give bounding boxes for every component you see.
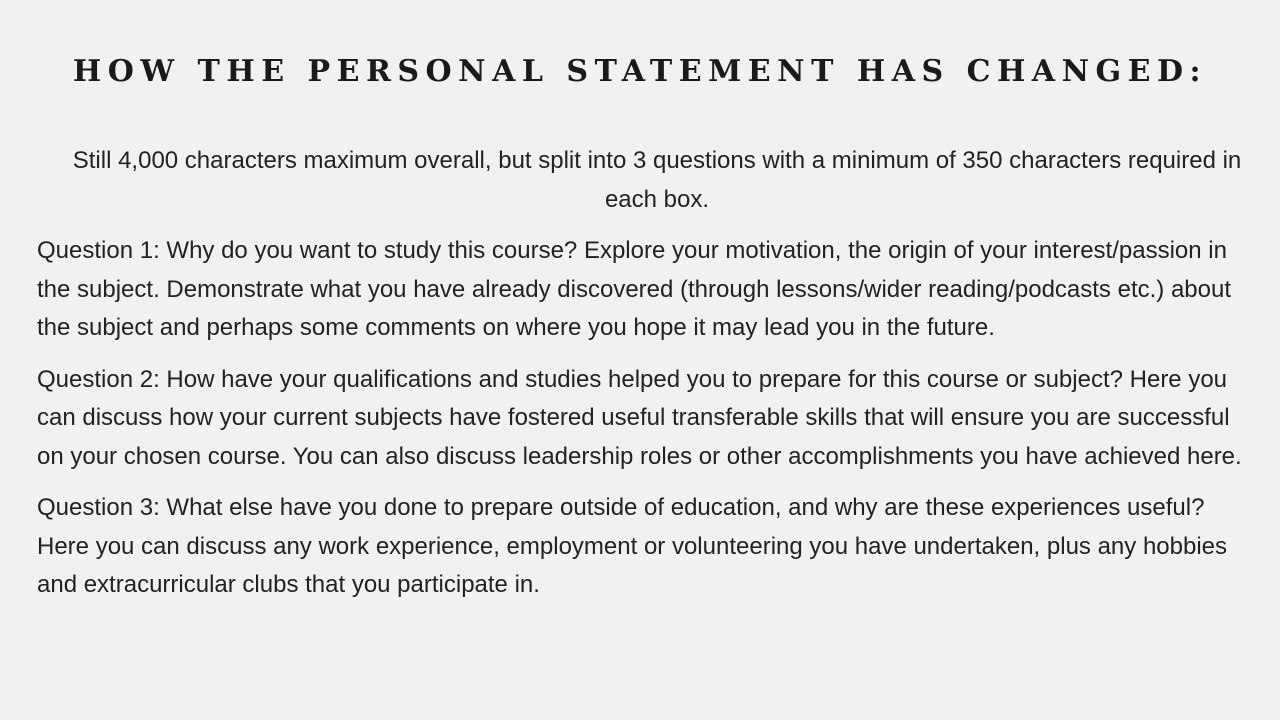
question-1-paragraph: Question 1: Why do you want to study this course? Explore your motivation, the origin of your interest/passion in the subject. Demonstrate what you have already discovered (through lessons/wider reading/podcasts etc.) about the subject and perhaps some comments on where you hope it may lead you in the future. [37, 237, 1231, 341]
intro-paragraph: Still 4,000 characters maximum overall, but split into 3 questions with a minimum of 350 characters required in each box. [72, 147, 1242, 213]
question-2-paragraph: Question 2: How have your qualifications and studies helped you to prepare for this course or subject? Here you can discuss how your current subjects have fostered useful transferable skills that will ensure you are successful on your chosen course. You can also discuss leadership roles or other accomplishments you have achieved here. [37, 365, 1242, 470]
question-3-paragraph: Question 3: What else have you done to prepare outside of education, and why are these experiences useful? Here you can discuss any work experience, employment or volunteering you have undertaken, plus any hobbies and extracurricular clubs that you participate in. [37, 494, 1228, 598]
slide-title: HOW THE PERSONAL STATEMENT HAS CHANGED: [72, 54, 1208, 89]
slide-body [37, 142, 1257, 618]
